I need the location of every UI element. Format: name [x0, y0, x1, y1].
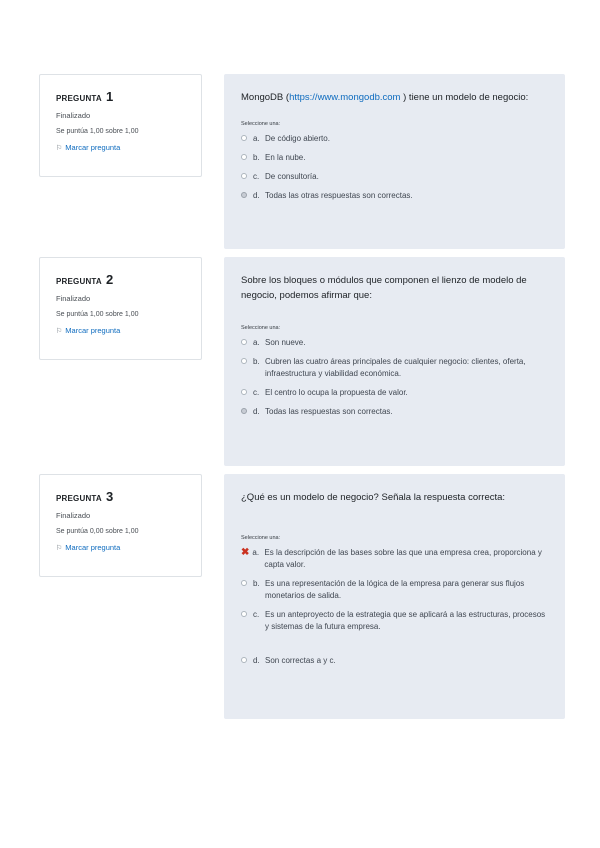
- answer-option-b[interactable]: b. Cubren las cuatro áreas principales de cualquier negocio: clientes, oferta, infraestructura y viabilidad económica.: [241, 356, 549, 380]
- radio-button[interactable]: [241, 154, 247, 160]
- answer-option-a[interactable]: ✖ a. Es la descripción de las bases sobre las que una empresa crea, proporciona y capta valor.: [241, 547, 542, 569]
- answer-option-c[interactable]: c. Es un anteproyecto de la estrategia que se aplicará a las estructuras, procesos y sistemas de la futura empresa.: [241, 609, 549, 633]
- radio-button[interactable]: [241, 657, 247, 663]
- question-text: ¿Qué es un modelo de negocio? Señala la respuesta correcta:: [241, 492, 506, 503]
- flag-question-link[interactable]: ⚐ Marcar pregunta: [56, 326, 121, 335]
- question-text: Sobre los bloques o módulos que componen el lienzo de modelo de negocio, podemos afirmar que:: [241, 275, 527, 301]
- flag-icon: ⚐: [56, 144, 63, 152]
- answer-option-a[interactable]: a. De código abierto.: [241, 133, 549, 145]
- flag-question-link[interactable]: ⚐ Marcar pregunta: [56, 543, 121, 552]
- radio-button[interactable]: [241, 339, 247, 345]
- question-info-1: [39, 74, 202, 177]
- question-info-2: [39, 257, 202, 360]
- question-state: Finalizado: [56, 511, 91, 520]
- select-prompt: Seleccione una:: [241, 535, 281, 541]
- question-state: Finalizado: [56, 294, 91, 303]
- answer-option-b[interactable]: b. Es una representación de la lógica de la empresa para generar sus flujos monetarios de salida.: [241, 578, 549, 602]
- radio-button[interactable]: [241, 611, 247, 617]
- answer-option-b[interactable]: b. En la nube.: [241, 152, 549, 164]
- flag-question-link[interactable]: ⚐ Marcar pregunta: [56, 143, 121, 152]
- answer-option-c[interactable]: c. El centro lo ocupa la propuesta de valor.: [241, 387, 549, 399]
- flag-icon: ⚐: [56, 327, 63, 335]
- question-number: PREGUNTA 2: [56, 272, 114, 287]
- question-grade: Se puntúa 1,00 sobre 1,00: [56, 128, 139, 135]
- radio-button[interactable]: [241, 580, 247, 586]
- select-prompt: Seleccione una:: [241, 121, 281, 127]
- select-prompt: Seleccione una:: [241, 325, 281, 331]
- answer-options: [241, 547, 549, 667]
- radio-button[interactable]: [241, 135, 247, 141]
- question-state: Finalizado: [56, 111, 91, 120]
- question-formulation-3: [224, 474, 565, 719]
- answer-option-a[interactable]: a. Son nueve.: [241, 337, 549, 349]
- flag-icon: ⚐: [56, 544, 63, 552]
- question-number: PREGUNTA 1: [56, 89, 114, 104]
- question-grade: Se puntúa 0,00 sobre 1,00: [56, 528, 139, 535]
- answer-options: [241, 133, 549, 202]
- radio-button-selected[interactable]: [241, 192, 247, 198]
- question-info-3: [39, 474, 202, 577]
- radio-button[interactable]: [241, 173, 247, 179]
- question-formulation-2: [224, 257, 565, 466]
- mongodb-link[interactable]: https://www.mongodb.com: [289, 92, 401, 103]
- question-grade: Se puntúa 1,00 sobre 1,00: [56, 311, 139, 318]
- radio-button-selected[interactable]: [241, 408, 247, 414]
- incorrect-x-icon: ✖: [241, 547, 250, 558]
- answer-option-d[interactable]: d. Son correctas a y c.: [241, 655, 549, 667]
- answer-option-d[interactable]: d. Todas las otras respuestas son correctas.: [241, 190, 549, 202]
- question-formulation-1: [224, 74, 565, 249]
- answer-option-c[interactable]: c. De consultoría.: [241, 171, 549, 183]
- question-number: PREGUNTA 3: [56, 489, 114, 504]
- radio-button[interactable]: [241, 389, 247, 395]
- answer-option-d[interactable]: d. Todas las respuestas son correctas.: [241, 406, 549, 418]
- radio-button[interactable]: [241, 358, 247, 364]
- question-text: MongoDB (https://www.mongodb.com ) tiene un modelo de negocio:: [241, 92, 529, 103]
- answer-options: [241, 337, 549, 418]
